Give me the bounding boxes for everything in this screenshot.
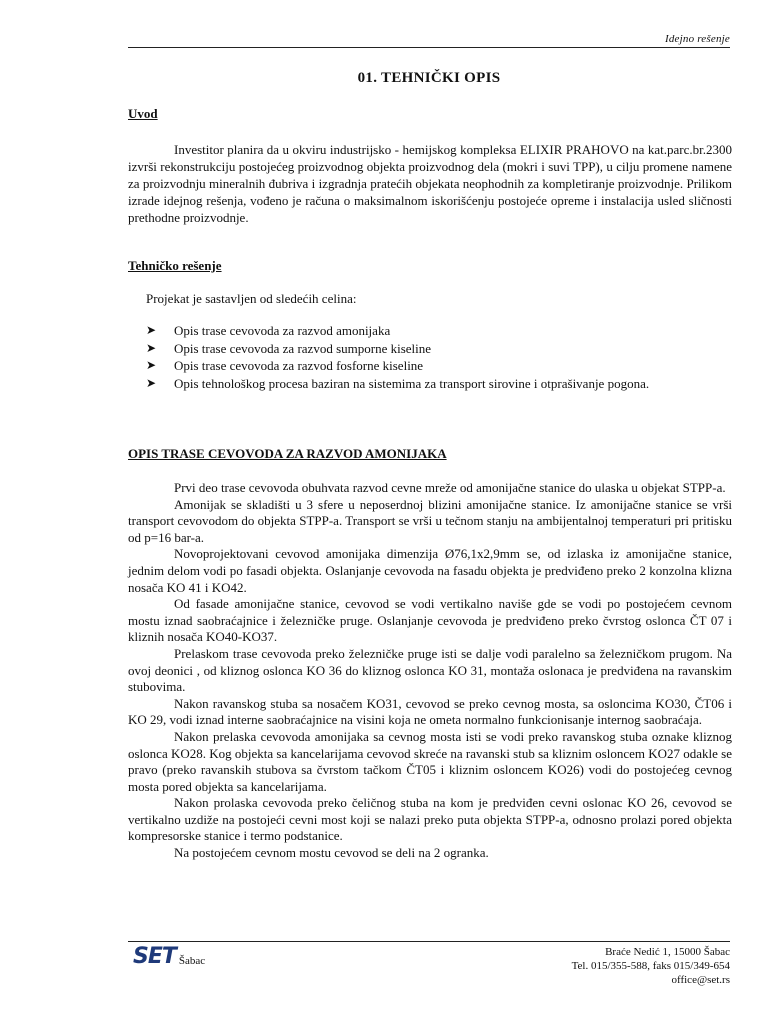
intro-paragraph: Investitor planira da u okviru industrijsko - hemijskog kompleksa ELIXIR PRAHOVO na kat.parc.br.2300 izvrši rekonstrukciju postojećeg proizvodnog objekta proizvodnog dela (mokri i suvi TPP), u cilju promene namene za proizvodnju mineralnih đubriva i izgradnja pratećih objekata neophodnih za kompletiranje proizvodnje. Prilikom izrade idejnog rešenja, vođeno je računa o maksimalnom iskorišćenju postojeće opreme i instalacija usled sličnosti prethodne proizvodnje. [128,142,732,225]
ammonia-body [128,480,732,862]
arrow-bullet-icon: ➤ [146,323,157,337]
section-heading-ammonia: OPIS TRASE CEVOVODA ZA RAZVOD AMONIJAKA [128,446,447,461]
footer-phone-line: Tel. 015/355-588, faks 015/349-654 [571,960,730,972]
component-list [128,322,732,392]
arrow-bullet-icon: ➤ [146,375,157,390]
footer-contact [572,945,730,987]
body-paragraph: Novoprojektovani cevovod amonijaka dimenzija Ø76,1x2,9mm se, od izlaska iz amonijačne stanice, jednim delom vodi po fasadi objekta. Oslanjanje cevovoda na fasadu objekta je predviđeno preko 2 konzolna klizna nosača KO 41 i KO42. [128,546,732,595]
arrow-bullet-icon: ➤ [146,340,157,355]
list-item: ➤ Opis trase cevovoda za razvod sumporne kiseline [146,340,432,356]
company-logo [133,946,205,968]
body-paragraph: Od fasade amonijačne stanice, cevovod se vodi vertikalno naviše gde se vodi po postojećem cevnom mostu iznad saobraćajnice i železničke pruge. Oslanjanje cevovoda je predviđeno preko čvrstog oslonca ČT 07 i kliznih nosača KO40-KO37. [128,596,732,645]
body-paragraph: Prvi deo trase cevovoda obuhvata razvod cevne mreže od amonijačne stanice do ulaska u objekat STPP-a. [174,480,726,495]
body-paragraph: Na postojećem cevnom mostu cevovod se deli na 2 ogranka. [174,845,489,861]
logo-city: Šabac [178,955,206,967]
footer-divider [128,941,730,942]
header-note: Idejno rešenje [664,33,730,45]
body-paragraph: Nakon prolaska cevovoda preko čeličnog stuba na kom je predviđen cevni oslonac KO 26, cevovod se vertikalno uzdiže na postojeći cevni most koji se nalazi preko puta objekta STPP-a, odnosno prolazi pored objekta kompresorske stanice i termo podstanice. [128,795,732,844]
section-heading-technical: Tehničko rešenje [128,258,222,273]
page-title: 01. TEHNIČKI OPIS [357,70,501,86]
logo-mark: SET [133,944,176,969]
list-item: ➤ Opis trase cevovoda za razvod fosforne kiseline [146,358,424,373]
list-item: ➤ Opis tehnološkog procesa baziran na sistemima za transport sirovine i otprašivanje pogona. [146,375,650,391]
section-heading-intro: Uvod [128,106,158,121]
arrow-bullet-icon: ➤ [146,358,157,372]
footer-email: office@set.rs [671,974,730,986]
list-item: ➤ Opis trase cevovoda za razvod amonijaka [146,323,391,338]
body-paragraph: Amonijak se skladišti u 3 sfere u neposerdnoj blizini amonijačne stanice. Iz amonijačne stanice se vrši transport cevovodom do objekta STPP-a. Transport se vrši u tečnom stanju na ambijentalnoj temperaturi pri pritisku od p=16 bar-a. [128,496,732,545]
body-paragraph: Prelaskom trase cevovoda preko železničke pruge isti se dalje vodi paralelno sa železničkom prugom. Na ovoj deonici , od kliznog oslonca KO 36 do kliznog oslonca KO 31, montaža oslonaca je predviđena na ravanskim stubovima. [128,645,732,695]
footer-address-line: Braće Nedić 1, 15000 Šabac [605,946,730,958]
header-divider [128,47,730,48]
body-paragraph: Nakon prelaska cevovoda amonijaka sa cevnog mosta isti se vodi preko ravanskog stuba oznake kliznog oslonca KO28. Kog objekta sa kancelarijama cevovod skreće na ravanski stub sa kliznim osloncem KO27 odakle se pravo (preko ravanskih stubova sa čvrstom tačkom ČT05 i kliznim osloncem KO26) vodi do postojećeg cevnog mosta pored objekta sa kancelarijama. [128,728,732,794]
body-paragraph: Nakon ravanskog stuba sa nosačem KO31, cevovod se preko cevnog mosta, sa osloncima KO30, ČT06 i KO 29, vodi iznad interne saobraćajnice na visini koja ne ometa normalno funkcionisanje internog saobraćaja. [128,695,732,728]
technical-lead: Projekat je sastavljen od sledećih celina: [146,291,357,306]
